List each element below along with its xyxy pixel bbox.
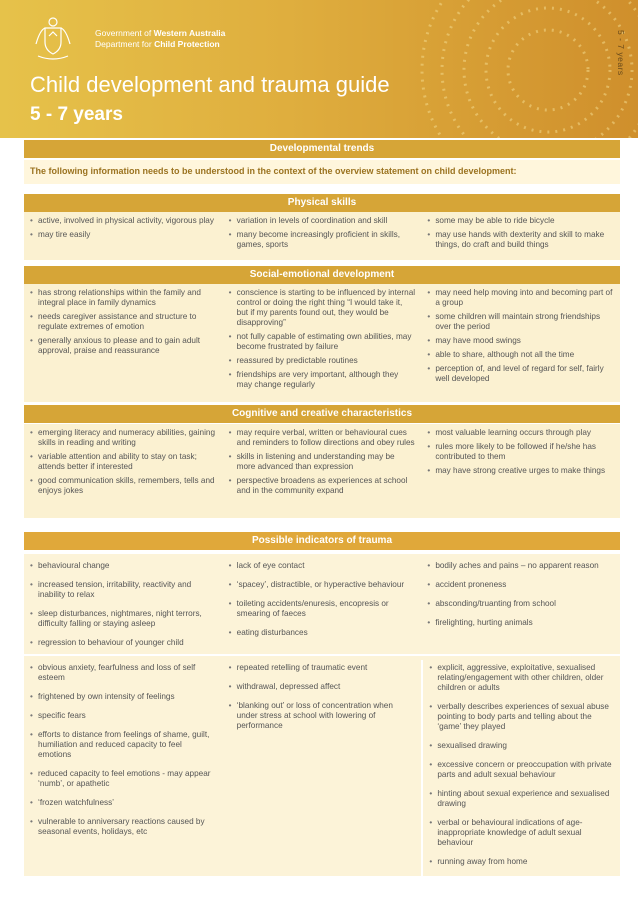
list-item: • ‘blanking out’ or loss of concentration when under stress at school with lowering of performance: [229, 701, 416, 731]
list-item: • may tire easily: [30, 230, 217, 240]
list-item: • increased tension, irritability, reactivity and inability to relax: [30, 580, 217, 600]
list-item: • lack of eye contact: [229, 561, 416, 571]
trauma-row1-col2: [229, 561, 416, 638]
section-heading-developmental: Developmental trends: [24, 140, 620, 158]
list-item: • verbally describes experiences of sexual abuse pointing to body parts and telling about the ‘game’ they played: [429, 702, 614, 732]
trauma-row2-section: [24, 656, 620, 876]
list-item: • may require verbal, written or behavioural cues and reminders to follow directions and obey rules: [229, 428, 416, 448]
list-item: • repeated retelling of traumatic event: [229, 663, 416, 673]
list-item: • may have mood swings: [427, 336, 614, 346]
list-item: • perception of, and level of regard for self, fairly well developed: [427, 364, 614, 384]
trauma-row2-col1: [30, 663, 217, 837]
list-item: • toileting accidents/enuresis, encopresis or smearing of faeces: [229, 599, 416, 619]
section-heading-social: Social-emotional development: [24, 266, 620, 284]
context-statement: The following information needs to be understood in the context of the overview statement on child development:: [24, 160, 620, 184]
coat-of-arms-icon: [30, 14, 76, 62]
list-item: • may have strong creative urges to make things: [427, 466, 614, 476]
cognitive-section: [24, 424, 620, 518]
list-item: • generally anxious to please and to gain adult approval, praise and reassurance: [30, 336, 217, 356]
cognitive-col3: [427, 428, 614, 476]
side-age-label: 5 - 7 years: [616, 30, 626, 76]
list-item: • variation in levels of coordination and skill: [229, 216, 416, 226]
physical-col1: [30, 216, 217, 240]
decorative-rings: [418, 0, 638, 138]
list-item: • accident proneness: [427, 580, 614, 590]
list-item: • sleep disturbances, nightmares, night terrors, difficulty falling or staying asleep: [30, 609, 217, 629]
list-item: • obvious anxiety, fearfulness and loss of self esteem: [30, 663, 217, 683]
social-col1: [30, 288, 217, 356]
list-item: • active, involved in physical activity, vigorous play: [30, 216, 217, 226]
list-item: • reduced capacity to feel emotions - may appear ‘numb’, or apathetic: [30, 769, 217, 789]
list-item: • good communication skills, remembers, tells and enjoys jokes: [30, 476, 217, 496]
physical-col3: [427, 216, 614, 250]
list-item: • some children will maintain strong friendships over the period: [427, 312, 614, 332]
physical-skills-section: [24, 212, 620, 260]
trauma-row2-col2: [229, 663, 416, 731]
page-subtitle: 5 - 7 years: [30, 104, 123, 125]
trauma-row2-col3: [429, 663, 614, 867]
list-item: • many become increasingly proficient in skills, games, sports: [229, 230, 416, 250]
list-item: • may need help moving into and becoming part of a group: [427, 288, 614, 308]
list-item: • emerging literacy and numeracy abilities, gaining skills in reading and writing: [30, 428, 217, 448]
list-item: • ‘spacey’, distractible, or hyperactive behaviour: [229, 580, 416, 590]
list-item: • needs caregiver assistance and structure to regulate extremes of emotion: [30, 312, 217, 332]
list-item: • friendships are very important, although they may change regularly: [229, 370, 416, 390]
list-item: • conscience is starting to be influenced by internal control or doing the right thing “I would take it, but if my parents found out, they would be disapproving”: [229, 288, 416, 328]
section-heading-cognitive: Cognitive and creative characteristics: [24, 405, 620, 423]
list-item: • skills in listening and understanding may be more advanced than expression: [229, 452, 416, 472]
trauma-row1-col3: [427, 561, 614, 628]
list-item: • explicit, aggressive, exploitative, sexualised relating/engagement with other children, older children or adults: [429, 663, 614, 693]
list-item: • ‘frozen watchfulness’: [30, 798, 217, 808]
list-item: • may use hands with dexterity and skill to make things, do craft and build things: [427, 230, 614, 250]
list-item: • verbal or behavioural indications of age-inappropriate knowledge of adult sexual behaviour: [429, 818, 614, 848]
list-item: • vulnerable to anniversary reactions caused by seasonal events, holidays, etc: [30, 817, 217, 837]
list-item: • specific fears: [30, 711, 217, 721]
social-emotional-section: [24, 284, 620, 402]
trauma-row1-section: [24, 554, 620, 654]
list-item: • some may be able to ride bicycle: [427, 216, 614, 226]
list-item: • excessive concern or preoccupation with private parts and adult sexual behaviour: [429, 760, 614, 780]
list-item: • eating disturbances: [229, 628, 416, 638]
list-item: • behavioural change: [30, 561, 217, 571]
list-item: • variable attention and ability to stay on task; attends better if interested: [30, 452, 217, 472]
list-item: • bodily aches and pains – no apparent reason: [427, 561, 614, 571]
list-item: • firelighting, hurting animals: [427, 618, 614, 628]
list-item: • hinting about sexual experience and sexualised drawing: [429, 789, 614, 809]
page-header: [0, 0, 638, 138]
list-item: • not fully capable of estimating own abilities, may become frustrated by failure: [229, 332, 416, 352]
list-item: • frightened by own intensity of feelings: [30, 692, 217, 702]
list-item: • has strong relationships within the family and integral place in family dynamics: [30, 288, 217, 308]
social-col2: [229, 288, 416, 390]
physical-col2: [229, 216, 416, 250]
page-title: Child development and trauma guide: [30, 72, 390, 97]
list-item: • sexualised drawing: [429, 741, 614, 751]
section-heading-physical: Physical skills: [24, 194, 620, 212]
cognitive-col1: [30, 428, 217, 496]
list-item: • able to share, although not all the time: [427, 350, 614, 360]
list-item: • running away from home: [429, 857, 614, 867]
government-logo-text: Government of Western Australia Department for Child Protection: [95, 28, 226, 49]
list-item: • perspective broadens as experiences at school and in the community expand: [229, 476, 416, 496]
list-item: • rules more likely to be followed if he/she has contributed to them: [427, 442, 614, 462]
list-item: • regression to behaviour of younger child: [30, 638, 217, 648]
list-item: • most valuable learning occurs through play: [427, 428, 614, 438]
list-item: • withdrawal, depressed affect: [229, 682, 416, 692]
list-item: • absconding/truanting from school: [427, 599, 614, 609]
social-col3: [427, 288, 614, 384]
cognitive-col2: [229, 428, 416, 496]
list-item: • efforts to distance from feelings of shame, guilt, humiliation and reduced capacity to feel emotions: [30, 730, 217, 760]
trauma-row1-col1: [30, 561, 217, 648]
list-item: • reassured by predictable routines: [229, 356, 416, 366]
section-heading-trauma: Possible indicators of trauma: [24, 532, 620, 550]
